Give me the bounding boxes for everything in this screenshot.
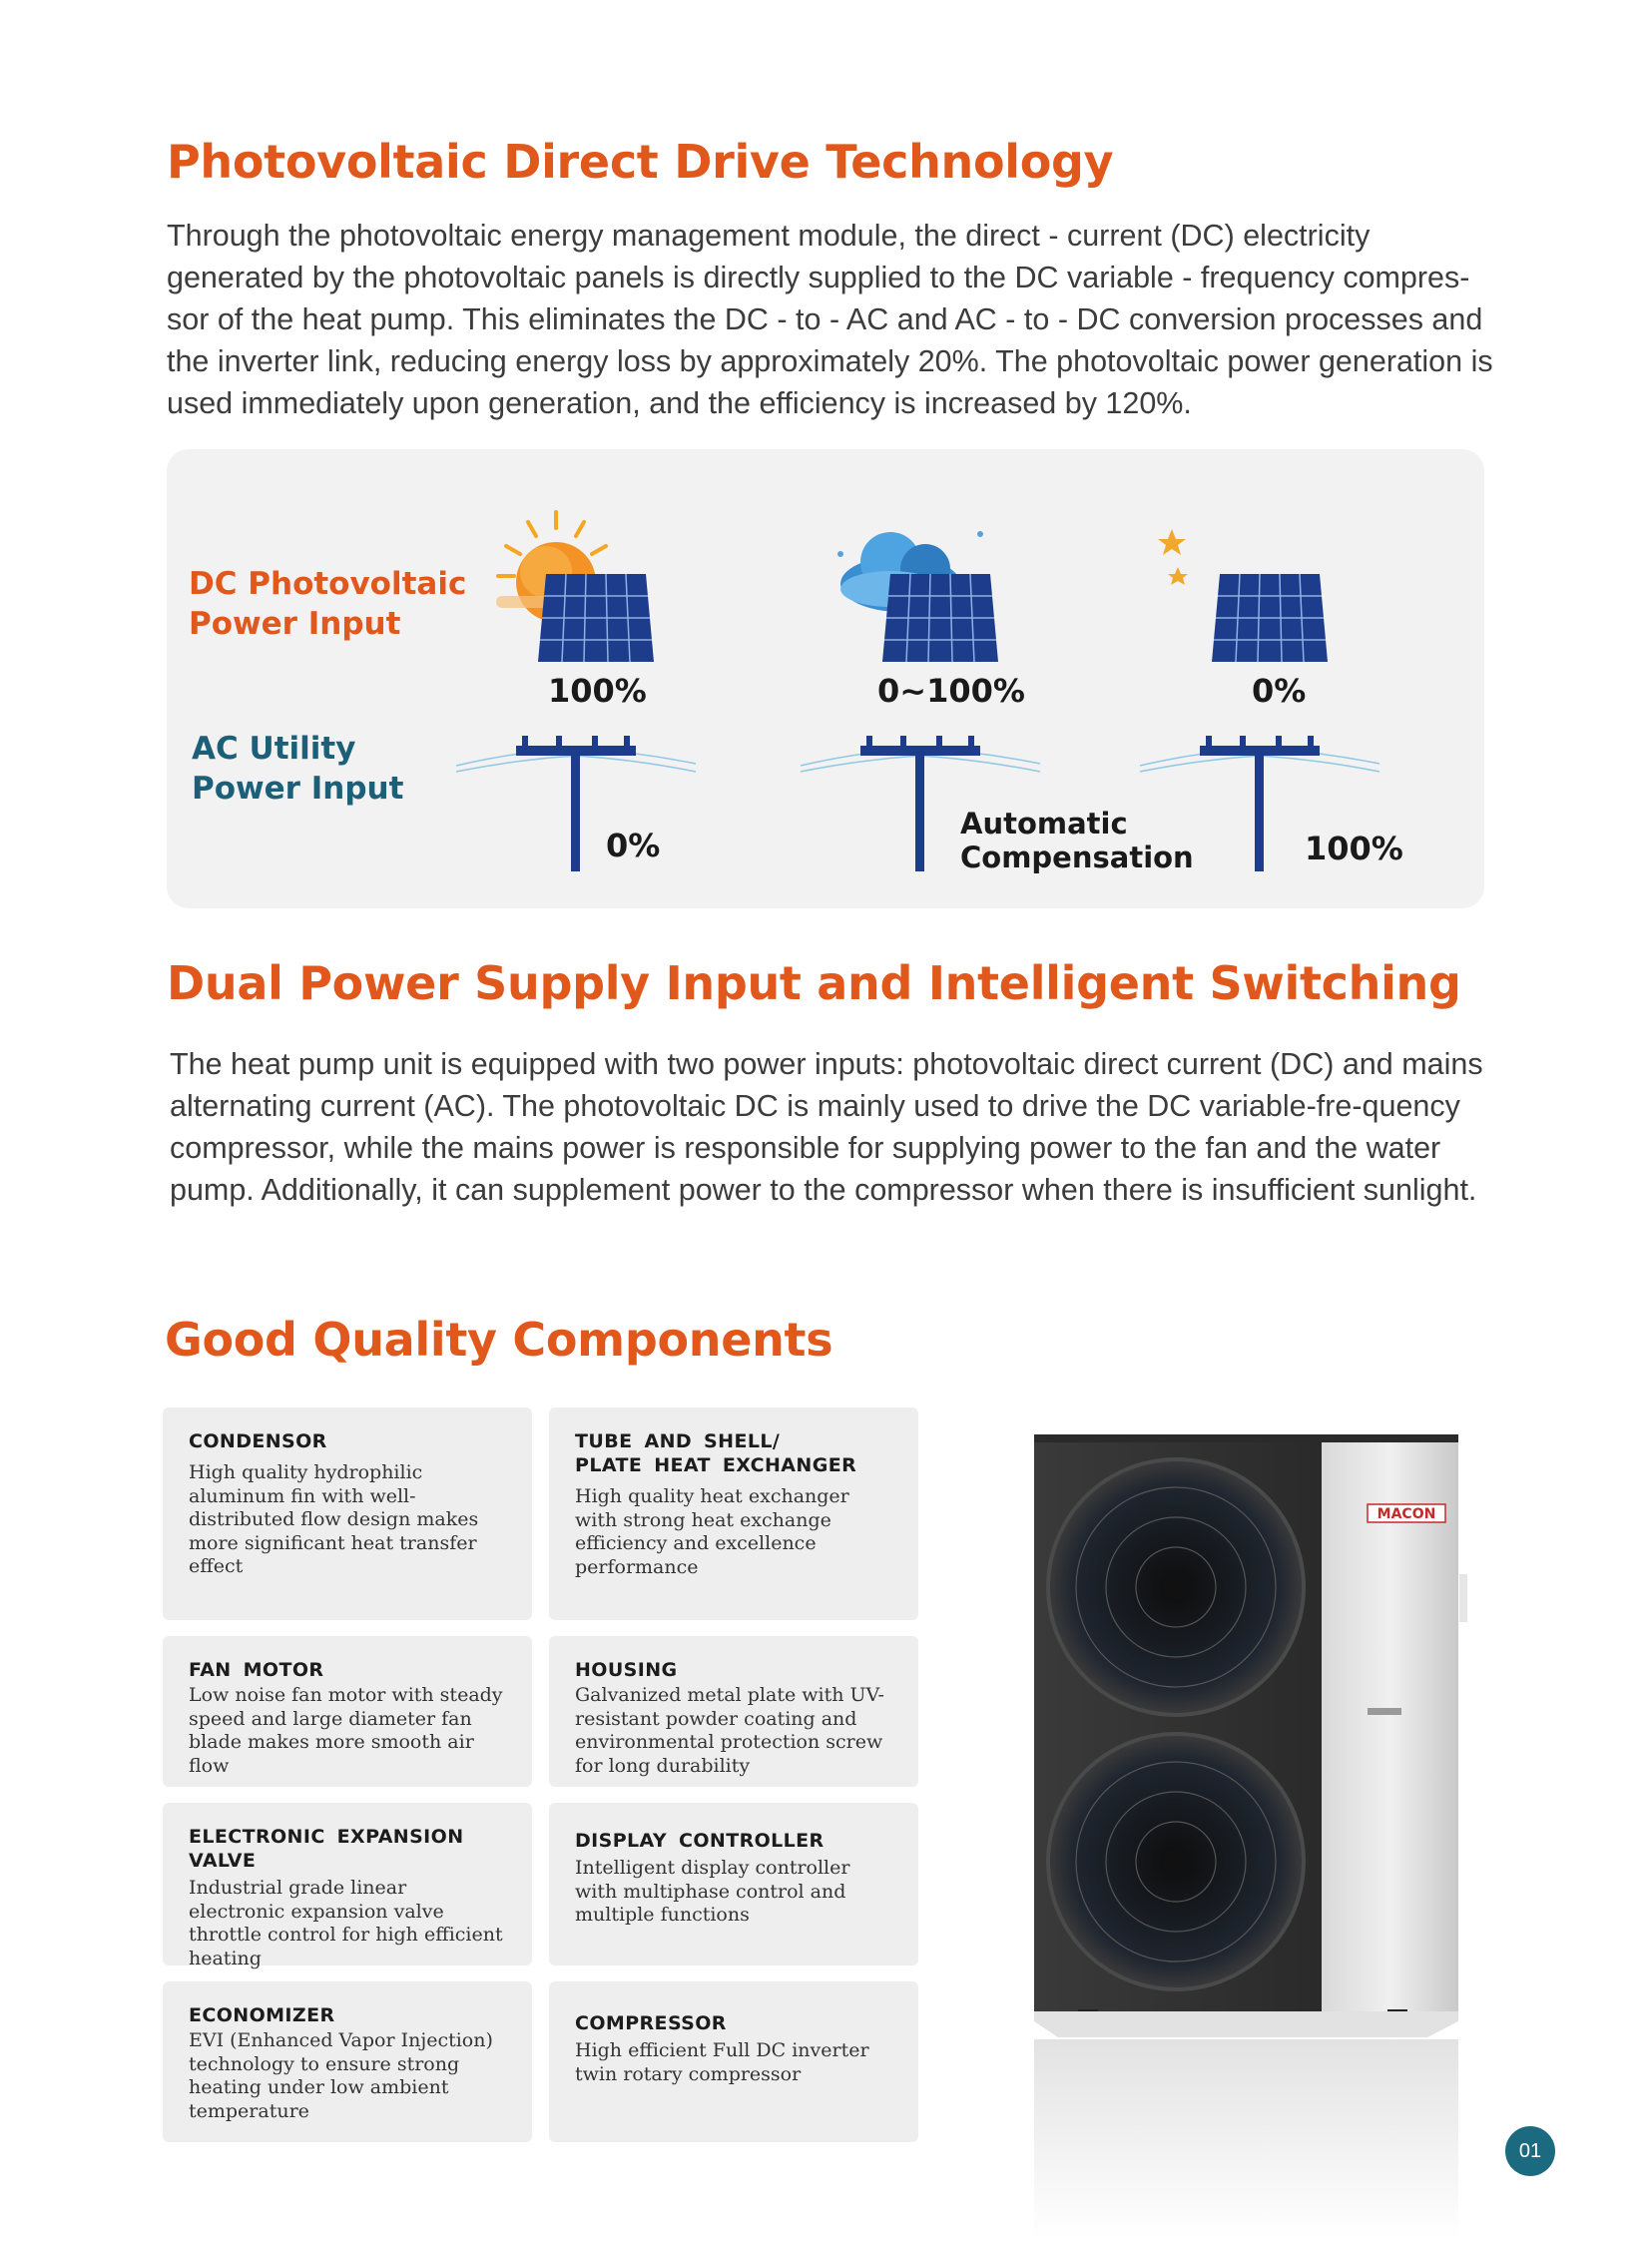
section-title-photovoltaic: Photovoltaic Direct Drive Technology — [167, 135, 1114, 189]
component-desc: High quality heat exchanger with strong heat exchange efficiency and excellence performance — [575, 1485, 849, 1578]
solar-panel-icon — [536, 574, 656, 664]
ac-value-night: 100% — [1305, 830, 1403, 867]
component-title: CONDENSOR — [189, 1430, 327, 1452]
heat-pump-image — [1028, 1422, 1467, 2241]
dc-value-sunny: 100% — [548, 672, 647, 710]
component-desc: Low noise fan motor with steady speed and large diameter fan blade makes more smooth air flow — [189, 1684, 503, 1777]
component-title: TUBE AND SHELL/ PLATE HEAT EXCHANGER — [575, 1430, 857, 1476]
solar-panel-icon — [1210, 574, 1330, 664]
component-card-condensor — [163, 1407, 532, 1620]
component-card-expansion-valve — [163, 1803, 532, 1969]
component-card-display-controller — [549, 1803, 918, 1965]
component-desc: Industrial grade linear electronic expansion valve throttle control for high efficient heating — [189, 1877, 503, 1969]
ac-input-label: AC Utility Power Input — [192, 731, 404, 807]
dc-value-night: 0% — [1252, 672, 1307, 710]
component-title: ECONOMIZER — [189, 2004, 335, 2026]
component-desc: Intelligent display controller with multiphase control and multiple functions — [575, 1857, 850, 1926]
component-title: FAN MOTOR — [189, 1659, 324, 1681]
component-card-fan-motor — [163, 1636, 532, 1787]
ac-value-sunny: 0% — [606, 827, 661, 864]
component-card-housing — [549, 1636, 918, 1787]
ac-value-cloudy: Automatic Compensation — [960, 807, 1194, 874]
component-title: ELECTRONIC EXPANSION VALVE — [189, 1826, 464, 1872]
component-desc: EVI (Enhanced Vapor Injection) technology to ensure strong heating under low ambient temperature — [189, 2029, 493, 2122]
dc-input-label: DC Photovoltaic Power Input — [189, 566, 467, 642]
solar-panel-icon — [880, 574, 1000, 664]
component-card-economizer — [163, 1981, 532, 2142]
page-number-badge: 01 — [1505, 2126, 1555, 2176]
component-desc: High quality hydrophilic aluminum fin with well-distributed flow design makes more significant heat transfer effect — [189, 1461, 479, 1577]
section-title-components: Good Quality Components — [165, 1313, 833, 1367]
component-title: DISPLAY CONTROLLER — [575, 1830, 825, 1852]
component-desc: Galvanized metal plate with UV-resistant powder coating and environmental protection screw for long durability — [575, 1684, 884, 1777]
brand-logo: MACON — [1377, 1506, 1436, 1522]
section-body-dual-power: The heat pump unit is equipped with two power inputs: photovoltaic direct current (DC) and mains alternating current (AC). The photovoltaic DC is mainly used to drive the DC variable-fre-quency compressor, while the mains power is responsible for supplying power to the fan and the water pump. Additionally, it can supplement power to the compressor when there is insufficient sunlight. — [170, 1047, 1483, 1207]
component-title: HOUSING — [575, 1659, 678, 1681]
dc-value-cloudy: 0~100% — [877, 672, 1025, 710]
component-card-heat-exchanger — [549, 1407, 918, 1620]
component-desc: High efficient Full DC inverter twin rotary compressor — [575, 2039, 869, 2085]
component-title: COMPRESSOR — [575, 2012, 727, 2034]
section-body-photovoltaic: Through the photovoltaic energy management module, the direct - current (DC) electricity generated by the photovoltaic panels is directly supplied to the DC variable - frequency compres-sor of the heat pump. This eliminates the DC - to - AC and AC - to - DC conversion processes and the inverter link, reducing energy loss by approximately 20%. The photovoltaic power generation is used immediately upon generation, and the efficiency is increased by 120%. — [167, 219, 1493, 420]
component-card-compressor — [549, 1981, 918, 2142]
section-title-dual-power: Dual Power Supply Input and Intelligent Switching — [167, 956, 1461, 1010]
power-input-diagram — [167, 449, 1484, 908]
